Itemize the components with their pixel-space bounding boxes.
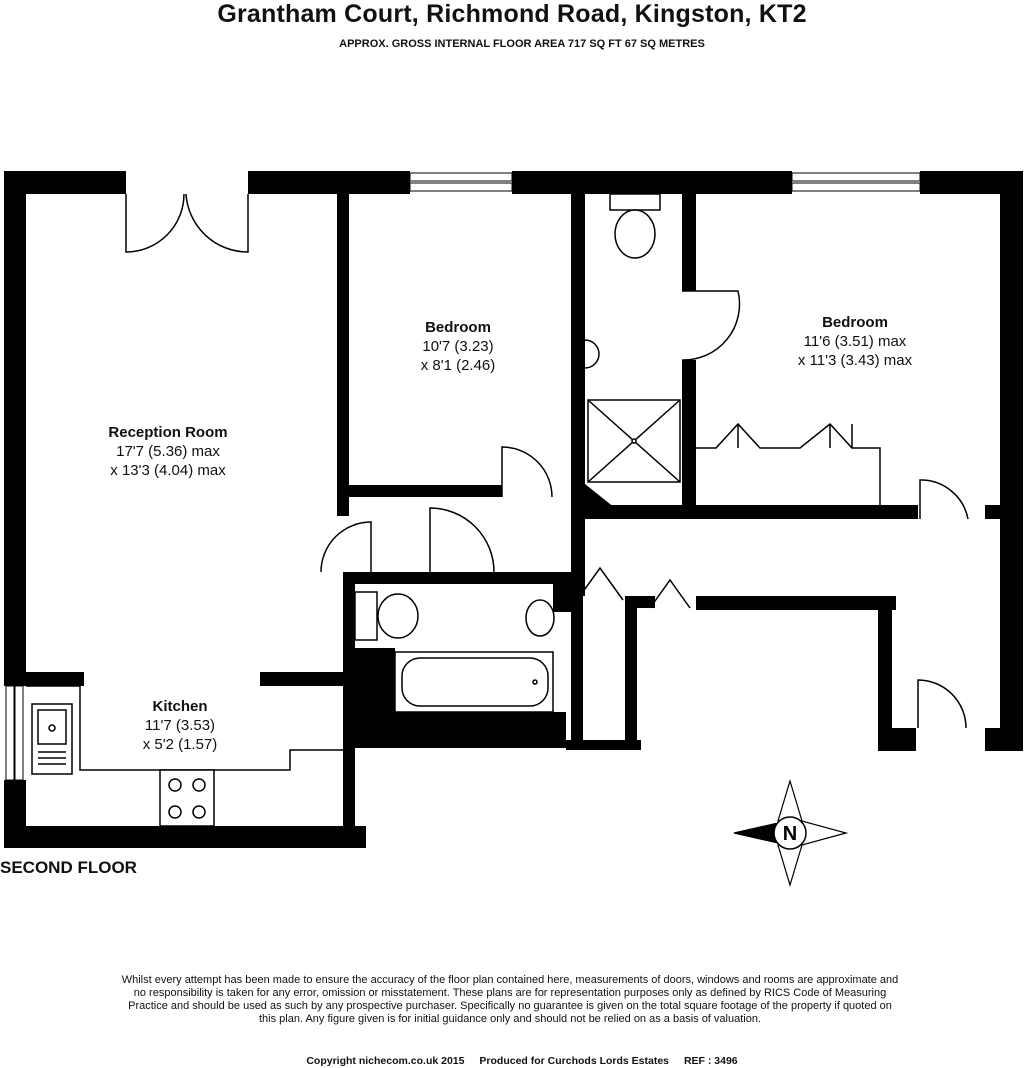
reception-room-dim1: 17'7 (5.36) max xyxy=(116,443,220,460)
kitchen-name: Kitchen xyxy=(152,698,208,715)
bedroom1-name: Bedroom xyxy=(425,319,491,336)
compass-icon xyxy=(734,781,846,885)
compass-letter: N xyxy=(782,823,798,845)
kitchen-dim2: x 5'2 (1.57) xyxy=(142,736,218,753)
bedroom2-label xyxy=(760,313,950,370)
floor-area-subtitle: APPROX. GROSS INTERNAL FLOOR AREA 717 SQ FT 67 SQ METRES xyxy=(339,38,705,50)
footer-produced: Produced for Curchods Lords Estates xyxy=(479,1055,670,1067)
bedroom1-label xyxy=(372,318,544,375)
floor-label: SECOND FLOOR xyxy=(0,858,137,877)
footer xyxy=(0,1055,1024,1067)
ensuite-fixtures xyxy=(585,194,680,482)
bedroom2-dim1: 11'6 (3.51) max xyxy=(803,333,907,350)
bedroom1-dim2: x 8'1 (2.46) xyxy=(420,357,496,374)
footer-copyright: Copyright nichecom.co.uk 2015 xyxy=(306,1055,465,1067)
reception-room-name: Reception Room xyxy=(108,424,228,441)
reception-room-dim2: x 13'3 (4.04) max xyxy=(110,462,226,479)
bedroom1-dim1: 10'7 (3.23) xyxy=(422,338,494,355)
footer-ref: REF : 3496 xyxy=(683,1055,738,1067)
plan-title: Grantham Court, Richmond Road, Kingston, KT2 xyxy=(217,0,807,28)
disclaimer-text: Whilst every attempt has been made to ensure the accuracy of the floor plan contained here, measurements of doors, windows and rooms are approximate and no responsibility is taken for any error, omission or misstatement. These plans are for representation purposes only as defined by RICS Code of Measuring Practice and should be used as such by any prospective purchaser. Specifically no guarantee is given on the total square footage of the property if quoted on this plan. Any figure given is for initial guidance only and should not be relied on as a basis of valuation. xyxy=(121,974,899,1025)
kitchen-dim1: 11'7 (3.53) xyxy=(144,717,216,734)
wardrobe xyxy=(696,424,880,505)
bedroom2-name: Bedroom xyxy=(822,314,888,331)
kitchen-label xyxy=(100,697,260,754)
reception-room-label xyxy=(68,423,268,480)
bedroom2-dim2: x 11'3 (3.43) max xyxy=(797,352,913,369)
